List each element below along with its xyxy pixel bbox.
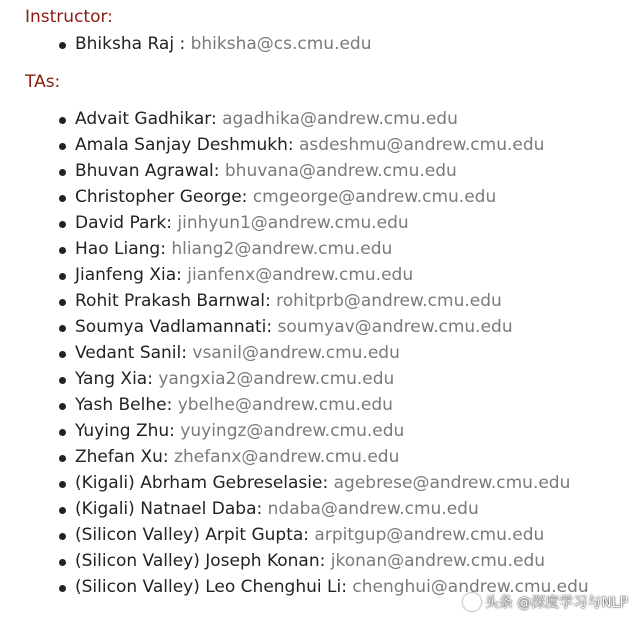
email-link[interactable]: zhefanx@andrew.cmu.edu	[174, 447, 400, 467]
person-name: Vedant Sanil	[75, 343, 182, 363]
separator: :	[210, 109, 223, 129]
person-name: Christopher George	[75, 187, 242, 207]
list-item-text	[75, 290, 502, 312]
person-name: Yuying Zhu	[75, 421, 170, 441]
email-link[interactable]: asdeshmu@andrew.cmu.edu	[299, 135, 545, 155]
email-link[interactable]: yuyingz@andrew.cmu.edu	[180, 421, 405, 441]
separator: :	[241, 187, 253, 207]
list-item-text	[75, 498, 479, 520]
separator: :	[176, 265, 188, 285]
bullet-icon	[59, 325, 66, 332]
separator: :	[341, 577, 353, 597]
separator: :	[162, 447, 175, 467]
bullet-icon	[59, 455, 66, 462]
list-item-text	[75, 550, 545, 572]
bullet-icon	[59, 533, 66, 540]
list-item-text	[75, 524, 544, 546]
person-name: Soumya Vadlamannati	[75, 317, 267, 337]
list-item-text	[75, 212, 409, 234]
list-item-text	[75, 342, 400, 364]
list-item-text	[75, 264, 413, 286]
person-name: Jianfeng Xia	[75, 265, 177, 285]
list-item-text	[75, 472, 570, 494]
separator: :	[169, 421, 181, 441]
person-name: Yash Belhe	[75, 395, 167, 415]
separator: :	[319, 551, 331, 571]
email-link[interactable]: jinhyun1@andrew.cmu.edu	[177, 213, 409, 233]
person-name: Bhuvan Agrawal	[75, 161, 214, 181]
email-link[interactable]: jianfenx@andrew.cmu.edu	[187, 265, 414, 285]
separator: :	[166, 213, 178, 233]
email-link[interactable]: soumyav@andrew.cmu.edu	[277, 317, 513, 337]
list-item-text	[75, 108, 458, 130]
email-link[interactable]: cmgeorge@andrew.cmu.edu	[252, 187, 497, 207]
separator: :	[213, 161, 225, 181]
watermark-text: 头条 @深度学习与NLP	[484, 595, 628, 611]
person-name: Bhiksha Raj	[75, 34, 175, 54]
bullet-icon	[59, 299, 66, 306]
separator: :	[166, 395, 178, 415]
separator: :	[322, 473, 334, 493]
person-name: Amala Sanjay Deshmukh	[75, 135, 288, 155]
bullet-icon	[59, 507, 66, 514]
email-link[interactable]: vsanil@andrew.cmu.edu	[192, 343, 400, 363]
bullet-icon	[59, 273, 66, 280]
email-link[interactable]: agebrese@andrew.cmu.edu	[333, 473, 571, 493]
email-link[interactable]: chenghui@andrew.cmu.edu	[352, 577, 589, 597]
watermark-logo-icon	[463, 593, 481, 611]
tas-heading: TAs:	[25, 72, 61, 92]
bullet-icon	[59, 42, 66, 49]
email-link[interactable]: yangxia2@andrew.cmu.edu	[158, 369, 395, 389]
separator: :	[287, 135, 300, 155]
email-link[interactable]: ndaba@andrew.cmu.edu	[267, 499, 479, 519]
email-link[interactable]: ybelhe@andrew.cmu.edu	[177, 395, 393, 415]
email-link[interactable]: jkonan@andrew.cmu.edu	[330, 551, 546, 571]
email-link[interactable]: bhiksha@cs.cmu.edu	[190, 34, 372, 54]
list-item-text	[75, 33, 372, 55]
person-name: Advait Gadhikar	[75, 109, 211, 129]
person-name: Rohit Prakash Barnwal	[75, 291, 265, 311]
separator: :	[147, 369, 159, 389]
email-link[interactable]: agadhika@andrew.cmu.edu	[222, 109, 458, 129]
bullet-icon	[59, 169, 66, 176]
person-name: (Silicon Valley) Arpit Gupta	[75, 525, 304, 545]
bullet-icon	[59, 143, 66, 150]
list-item-text	[75, 238, 392, 260]
bullet-icon	[59, 351, 66, 358]
separator: :	[303, 525, 315, 545]
email-link[interactable]: bhuvana@andrew.cmu.edu	[224, 161, 457, 181]
watermark	[463, 592, 628, 612]
list-item-text	[75, 420, 404, 442]
person-name: (Silicon Valley) Leo Chenghui Li	[75, 577, 342, 597]
person-name: David Park	[75, 213, 167, 233]
list-item-text	[75, 394, 393, 416]
bullet-icon	[59, 559, 66, 566]
separator: :	[256, 499, 268, 519]
email-link[interactable]: rohitprb@andrew.cmu.edu	[276, 291, 502, 311]
bullet-icon	[59, 195, 66, 202]
person-name: (Silicon Valley) Joseph Konan	[75, 551, 320, 571]
email-link[interactable]: hliang2@andrew.cmu.edu	[171, 239, 393, 259]
list-item-text	[75, 160, 457, 182]
bullet-icon	[59, 429, 66, 436]
bullet-icon	[59, 585, 66, 592]
email-link[interactable]: arpitgup@andrew.cmu.edu	[314, 525, 545, 545]
bullet-icon	[59, 117, 66, 124]
person-name: (Kigali) Abrham Gebreselasie	[75, 473, 323, 493]
bullet-icon	[59, 221, 66, 228]
bullet-icon	[59, 247, 66, 254]
person-name: (Kigali) Natnael Daba	[75, 499, 257, 519]
separator: :	[160, 239, 172, 259]
separator: :	[264, 291, 277, 311]
person-name: Yang Xia	[75, 369, 148, 389]
list-item-text	[75, 368, 394, 390]
list-item-text	[75, 134, 544, 156]
bullet-icon	[59, 403, 66, 410]
person-name: Zhefan Xu	[75, 447, 163, 467]
separator: :	[181, 343, 193, 363]
person-name: Hao Liang	[75, 239, 161, 259]
list-item-text	[75, 316, 513, 338]
list-item-text	[75, 446, 399, 468]
list-item-text	[75, 186, 496, 208]
separator: :	[174, 34, 191, 54]
separator: :	[266, 317, 278, 337]
bullet-icon	[59, 377, 66, 384]
instructor-heading: Instructor:	[25, 7, 113, 27]
bullet-icon	[59, 481, 66, 488]
